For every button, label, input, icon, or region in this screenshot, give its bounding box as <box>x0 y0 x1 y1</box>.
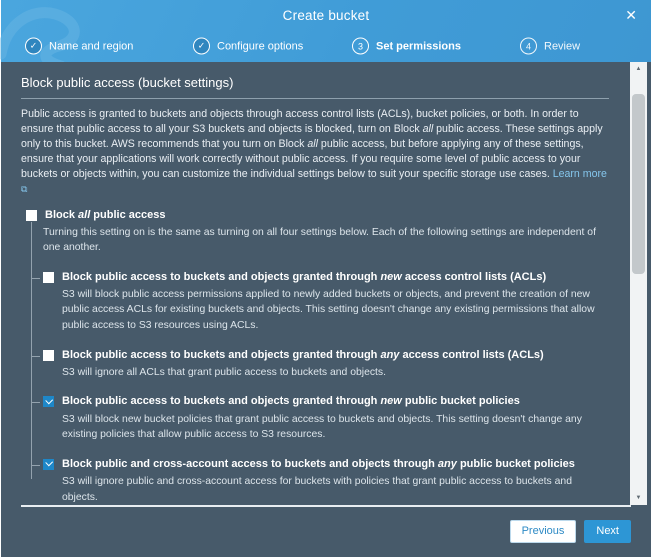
scrollbar-thumb[interactable] <box>632 94 645 274</box>
setting-description: S3 will block new bucket policies that grant public access to buckets and objects. This setting doesn't change any existing policies that allow public access to S3 resources. <box>62 413 582 441</box>
intro-text: Public access is granted to buckets and objects through access control lists (ACLs), bucket policies, or both. In order to ensure that public access to all your S3 buckets and objects is blocked, turn on Block <box>21 108 579 136</box>
title-bar <box>1 0 651 30</box>
footer-divider <box>21 505 631 507</box>
step-label: Name and region <box>49 40 134 52</box>
step-complete-check-icon: ✓ <box>25 38 42 55</box>
checkbox-block-all-public-access[interactable] <box>26 210 37 221</box>
label-text: access control lists (ACLs) <box>401 270 547 283</box>
checkbox-block-any-bucket-policies[interactable] <box>43 459 54 470</box>
dialog-header <box>1 0 651 62</box>
scroll-up-icon[interactable]: ▲ <box>630 62 647 76</box>
checkbox-block-new-bucket-policies[interactable] <box>43 396 54 407</box>
setting-description: S3 will ignore all ACLs that grant public access to buckets and objects. <box>62 366 387 378</box>
vertical-scrollbar <box>630 62 647 505</box>
step-number-badge: 3 <box>352 38 369 55</box>
label-emphasis: any <box>380 348 400 361</box>
wizard-steps <box>1 30 651 62</box>
step-review[interactable] <box>520 38 580 55</box>
intro-text: public access, but before applying any of these settings, ensure that your applications will work correctly without public access. If you require some level of public access to your buckets or objects within, you can customize the individual settings below to suit your specific storage use cases. <box>21 138 584 181</box>
label-text: public bucket policies <box>456 457 575 470</box>
setting-block-any-bucket-policies <box>31 458 609 505</box>
scroll-down-icon[interactable]: ▼ <box>630 491 647 505</box>
set-permissions-panel <box>1 62 651 505</box>
step-label: Set permissions <box>376 40 461 52</box>
learn-more-link[interactable]: Learn more <box>552 168 607 181</box>
label-text: access control lists (ACLs) <box>399 348 544 361</box>
step-label: Review <box>544 40 581 52</box>
step-label: Configure options <box>217 40 304 52</box>
checkbox-block-new-acls[interactable] <box>43 272 54 283</box>
checkbox-label[interactable] <box>62 349 544 362</box>
label-text: public access <box>90 209 166 222</box>
setting-description: S3 will ignore public and cross-account access for buckets with policies that grant public access to buckets and objects. <box>62 475 572 503</box>
close-icon[interactable]: ✕ <box>625 7 637 23</box>
checkbox-block-any-acls[interactable] <box>43 350 54 361</box>
label-text: Block public access to buckets and objects granted through <box>62 395 381 408</box>
step-complete-check-icon: ✓ <box>193 38 210 55</box>
label-emphasis: new <box>380 395 402 408</box>
setting-block-new-bucket-policies <box>31 395 609 442</box>
label-emphasis: any <box>437 457 457 470</box>
intro-text: public access. These settings apply only to this bucket. AWS recommends that you turn on Block <box>21 123 603 151</box>
previous-button[interactable]: Previous <box>510 520 577 543</box>
section-heading: Block public access (bucket settings) <box>21 75 234 90</box>
setting-block-any-acls <box>31 349 609 381</box>
scrollbar-track[interactable] <box>630 76 647 491</box>
intro-emphasis: all <box>307 138 318 151</box>
label-text: public bucket policies <box>401 395 520 408</box>
label-emphasis: all <box>78 209 91 222</box>
intro-emphasis: all <box>422 123 434 136</box>
step-set-permissions[interactable] <box>352 38 461 55</box>
step-configure-options[interactable] <box>193 38 303 55</box>
checkbox-label[interactable] <box>62 271 546 284</box>
footer-buttons <box>21 520 631 543</box>
step-number-badge: 4 <box>520 38 537 55</box>
sub-settings-group <box>31 222 609 505</box>
setting-block-all-public-access <box>26 209 609 222</box>
dialog-title: Create bucket <box>282 7 370 23</box>
block-public-access-settings <box>26 209 609 505</box>
next-button[interactable]: Next <box>584 520 631 543</box>
intro-paragraph <box>21 107 609 197</box>
heading-divider <box>21 98 609 99</box>
checkbox-label[interactable] <box>62 395 520 408</box>
label-text: Block public and cross-account access to buckets and objects through <box>62 457 438 470</box>
dialog-footer <box>1 505 651 557</box>
label-text: Block <box>45 209 79 222</box>
external-link-icon[interactable]: ⧉ <box>21 184 28 195</box>
checkbox-label[interactable] <box>45 209 165 222</box>
label-emphasis: new <box>380 270 402 283</box>
step-name-and-region[interactable] <box>25 38 133 55</box>
create-bucket-dialog <box>1 0 651 538</box>
label-text: Block public access to buckets and objects granted through <box>62 348 381 361</box>
setting-description: Turning this setting on is the same as turning on all four settings below. Each of the following settings are independent of one another. <box>43 227 596 253</box>
checkbox-label[interactable] <box>62 458 575 471</box>
setting-block-new-acls <box>31 271 609 334</box>
label-text: Block public access to buckets and objects granted through <box>62 270 381 283</box>
setting-description: S3 will block public access permissions applied to newly added buckets or objects, and prevent the creation of new public access ACLs for existing buckets and objects. This setting doesn't change any existing permissions that allow public access to S3 resources using ACLs. <box>62 288 595 331</box>
